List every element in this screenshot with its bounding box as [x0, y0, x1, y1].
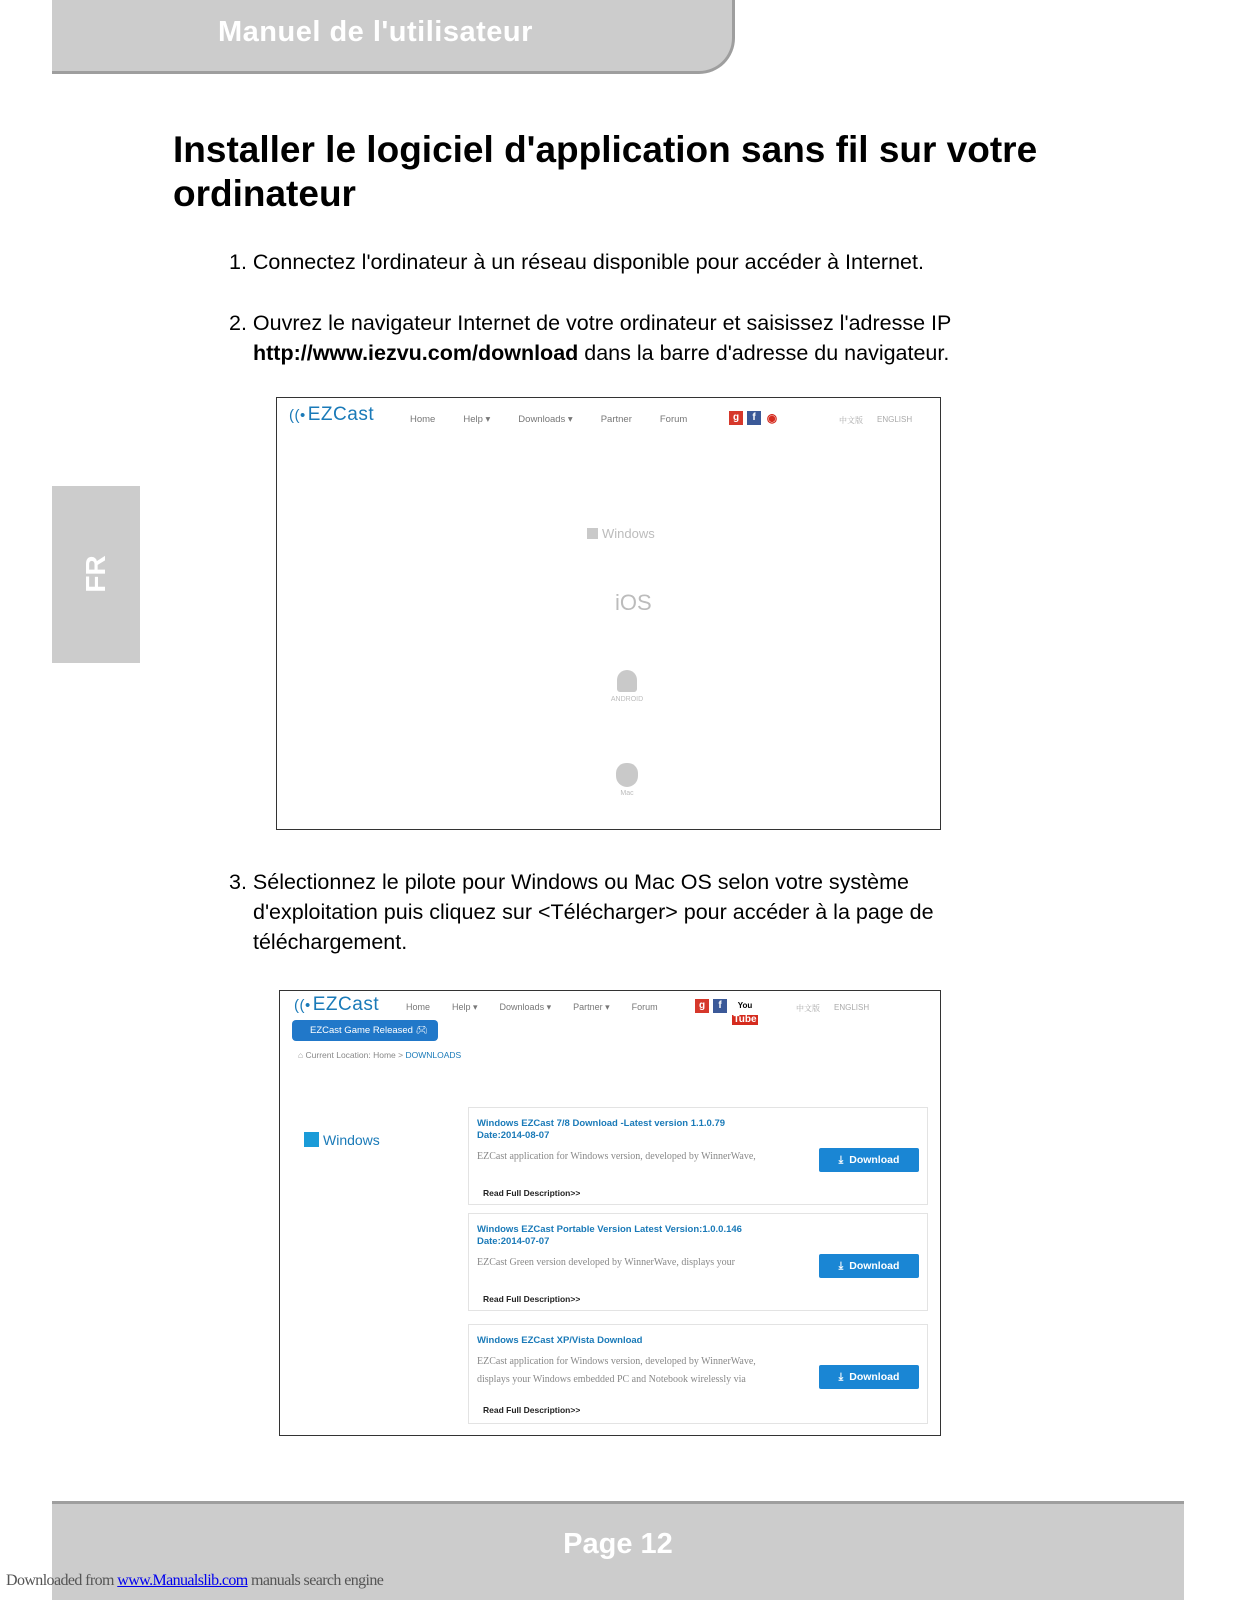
nav-home[interactable]: Home — [410, 414, 436, 425]
download-panel — [468, 1107, 928, 1205]
facebook-icon[interactable]: f — [713, 999, 727, 1013]
wifi-icon: ((• — [294, 997, 311, 1014]
screenshot-os-selection — [276, 397, 941, 830]
os-android[interactable]: ANDROID — [607, 670, 647, 703]
step-2 — [229, 308, 951, 368]
step-3 — [229, 867, 934, 957]
windows-icon — [587, 528, 598, 539]
breadcrumb: ⌂ Current Location: Home > DOWNLOADS — [298, 1050, 462, 1060]
google-plus-icon[interactable]: g — [695, 999, 709, 1013]
site-nav — [406, 1002, 658, 1013]
download-icon: ⤓ — [838, 1370, 844, 1383]
lang-chinese[interactable]: 中文版 — [839, 416, 863, 425]
step-3-line1: 3. Sélectionnez le pilote pour Windows ou Mac OS selon votre système — [229, 870, 909, 894]
home-icon: ⌂ — [298, 1050, 304, 1060]
step-2-line1: 2. Ouvrez le navigateur Internet de votre ordinateur et saisissez l'adresse IP — [229, 311, 952, 335]
download-button[interactable]: ⤓ Download — [819, 1365, 919, 1389]
os-mac[interactable]: Mac — [610, 763, 644, 797]
download-panel — [468, 1213, 928, 1311]
header-title: Manuel de l'utilisateur — [218, 16, 533, 48]
os-ios[interactable]: iOS — [615, 590, 652, 615]
screenshot-downloads-page — [279, 990, 941, 1436]
android-icon — [617, 670, 637, 692]
lang-chinese[interactable]: 中文版 — [796, 1004, 820, 1013]
read-more-link[interactable]: Read Full Description>> — [483, 1405, 581, 1415]
apple-icon — [616, 763, 638, 787]
language-tab — [52, 486, 140, 663]
os-windows[interactable]: Windows — [587, 526, 655, 541]
panel-title[interactable]: Windows EZCast XP/Vista Download — [477, 1335, 643, 1346]
nav-help[interactable]: Help ▾ — [463, 414, 491, 425]
google-plus-icon[interactable]: g — [729, 411, 743, 425]
ezcast-logo: ((• EZCast — [289, 404, 375, 425]
facebook-icon[interactable]: f — [747, 411, 761, 425]
lang-english[interactable]: ENGLISH — [834, 1003, 870, 1012]
language-links — [839, 415, 912, 426]
youtube-icon[interactable]: YouTube — [731, 999, 759, 1013]
download-button[interactable]: ⤓ Download — [819, 1148, 919, 1172]
nav-forum[interactable]: Forum — [659, 414, 688, 425]
step-3-line3: téléchargement. — [253, 930, 408, 954]
ezcast-logo: ((• EZCast — [294, 994, 380, 1015]
panel-description: EZCast application for Windows version, developed by WinnerWave, displays your Windows embedded PC and Notebook wirelessly via — [477, 1356, 756, 1385]
nav-partner[interactable]: Partner — [600, 414, 632, 425]
download-url: http://www.iezvu.com/download — [253, 341, 579, 365]
breadcrumb-current: DOWNLOADS — [405, 1050, 462, 1060]
nav-help[interactable]: Help ▾ — [452, 1002, 478, 1012]
nav-forum[interactable]: Forum — [631, 1002, 658, 1012]
weibo-icon[interactable]: ◉ — [766, 411, 778, 425]
download-note: Downloaded from www.Manualslib.com manuals search engine — [6, 1572, 384, 1589]
page-number: Page 12 — [563, 1528, 673, 1560]
nav-partner[interactable]: Partner ▾ — [573, 1002, 610, 1012]
social-icons — [729, 411, 779, 425]
panel-title[interactable]: Windows EZCast 7/8 Download -Latest version 1.1.0.79 Date:2014-08-07 — [477, 1118, 726, 1141]
step-1: 1. Connectez l'ordinateur à un réseau disponible pour accéder à Internet. — [229, 250, 924, 274]
site-nav — [410, 414, 687, 425]
windows-icon — [304, 1132, 319, 1147]
manualslib-link[interactable]: www.Manualslib.com — [117, 1572, 248, 1589]
step-2-line2: dans la barre d'adresse du navigateur. — [578, 341, 950, 365]
panel-description: EZCast application for Windows version, developed by WinnerWave, — [477, 1151, 756, 1162]
download-icon: ⤓ — [838, 1153, 844, 1166]
download-icon: ⤓ — [838, 1259, 844, 1272]
read-more-link[interactable]: Read Full Description>> — [483, 1188, 581, 1198]
language-links — [796, 1003, 869, 1014]
social-icons — [695, 999, 759, 1025]
panel-description: EZCast Green version developed by WinnerWave, displays your — [477, 1257, 735, 1268]
download-button[interactable]: ⤓ Download — [819, 1254, 919, 1278]
nav-home[interactable]: Home — [406, 1002, 431, 1012]
wifi-icon: ((• — [289, 407, 306, 424]
lang-english[interactable]: ENGLISH — [877, 415, 913, 424]
game-released-banner[interactable]: EZCast Game Released 🎮︎ — [292, 1020, 438, 1041]
platform-label: Windows — [304, 1132, 380, 1148]
download-panel — [468, 1324, 928, 1424]
nav-downloads[interactable]: Downloads ▾ — [518, 414, 573, 425]
read-more-link[interactable]: Read Full Description>> — [483, 1294, 581, 1304]
panel-title[interactable]: Windows EZCast Portable Version Latest Version:1.0.0.146 Date:2014-07-07 — [477, 1224, 742, 1247]
gamepad-icon: 🎮︎ — [415, 1025, 428, 1036]
language-tab-label: FR — [80, 555, 111, 593]
nav-downloads[interactable]: Downloads ▾ — [499, 1002, 552, 1012]
step-3-line2: d'exploitation puis cliquez sur <Télécharger> pour accéder à la page de — [253, 900, 934, 924]
section-title: Installer le logiciel d'application sans fil sur votre ordinateur — [173, 129, 1038, 214]
